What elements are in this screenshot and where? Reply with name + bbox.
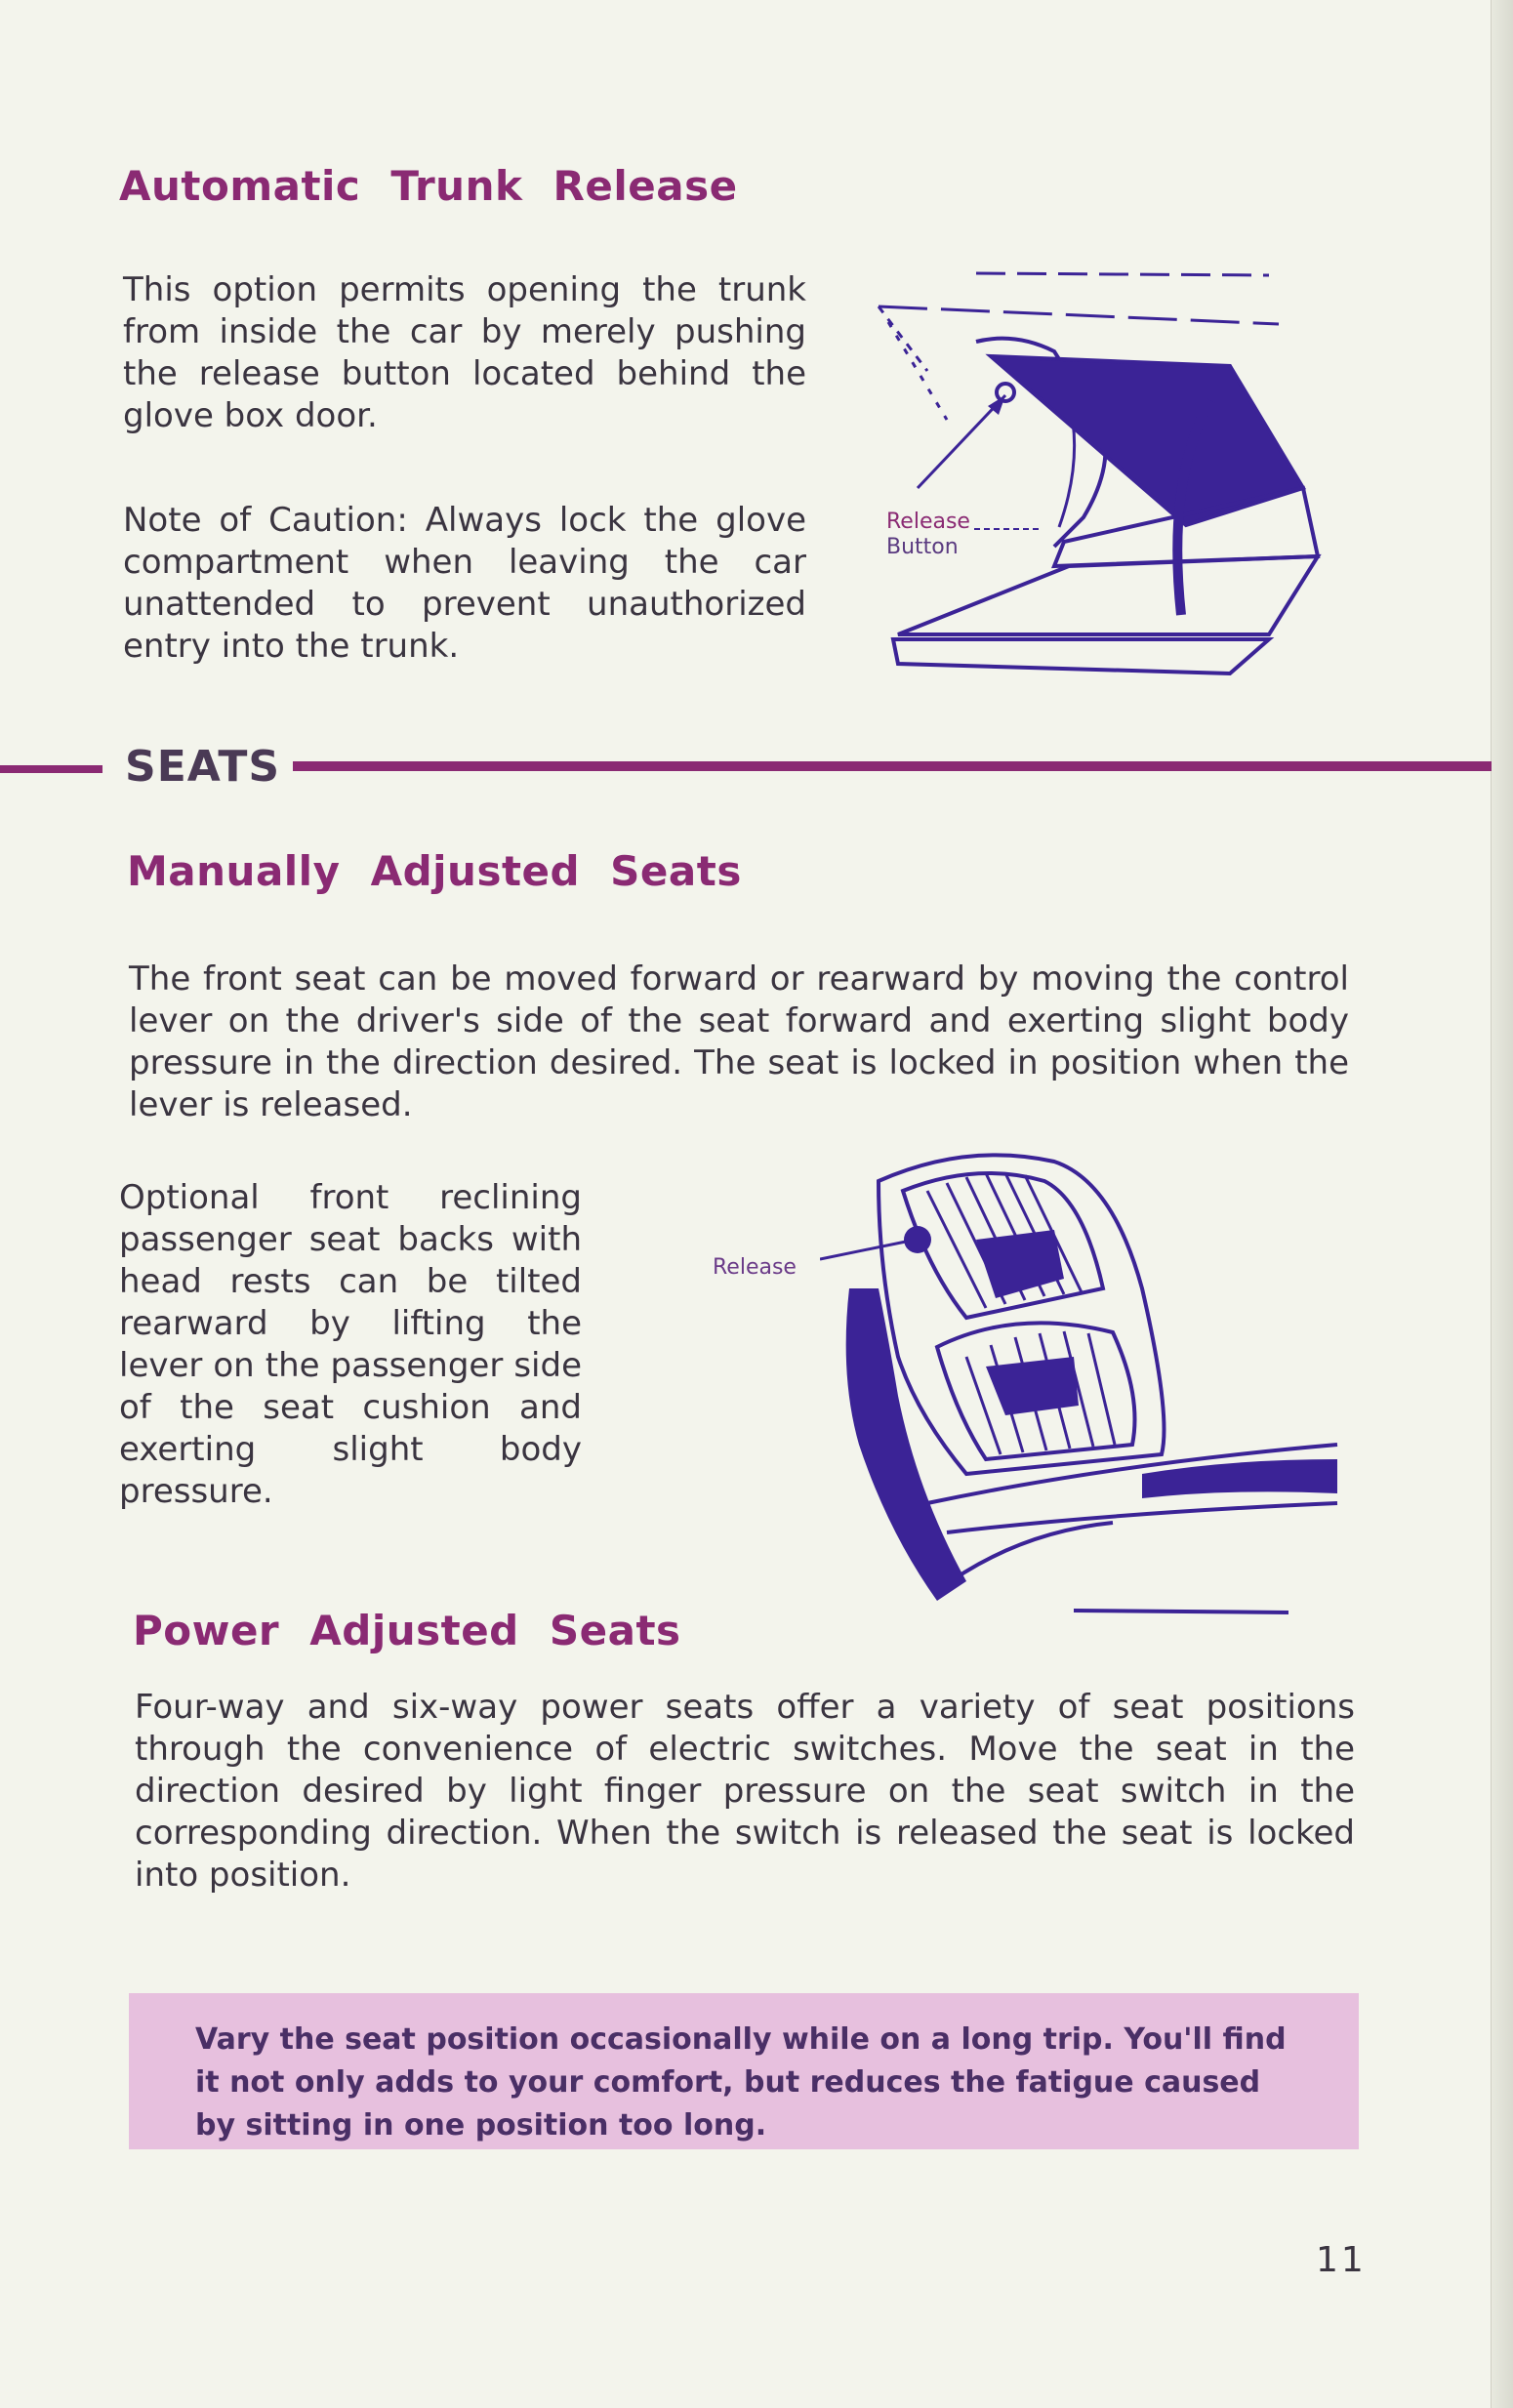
divider-line-left [0, 765, 102, 773]
tip-text: Vary the seat position occasionally while on a long trip. You'll find it not only adds to your comfort, but reduces the fatigue caused by sitting in one position too long. [195, 2022, 1287, 2143]
trunk-figure-label-release: Release [886, 510, 970, 534]
tip-box [129, 1993, 1359, 2149]
page-edge [1491, 0, 1513, 2408]
reclining-paragraph: Optional front reclining passenger seat backs with head rests can be tilted rearward by lifting the lever on the passenger side of the seat cushion and exerting slight body pressure. [119, 1178, 582, 1511]
seat-figure-label-release: Release [713, 1255, 797, 1280]
divider-line-right [293, 761, 1492, 771]
section-divider [0, 742, 1492, 791]
manual-heading: Manually Adjusted Seats [127, 847, 742, 895]
trunk-paragraph: This option permits opening the trunk from inside the car by merely pushing the release button located behind the glove box door. [123, 270, 806, 435]
page-number: 11 [1316, 2240, 1367, 2280]
section-title: SEATS [125, 742, 281, 792]
trunk-heading: Automatic Trunk Release [119, 162, 738, 210]
reclining-seat-illustration [820, 1122, 1347, 1630]
trunk-release-illustration [859, 264, 1328, 683]
manual-paragraph: The front seat can be moved forward or rearward by moving the control lever on the driver's side of the seat forward and exerting slight body pressure in the direction desired. The seat is locked in position when the lever is released. [129, 959, 1349, 1124]
trunk-caution: Note of Caution: Always lock the glove compartment when leaving the car unattended to prevent unauthorized entry into the trunk. [123, 501, 806, 666]
power-paragraph: Four-way and six-way power seats offer a variety of seat positions through the convenience of electric switches. Move the seat in the direction desired by light finger pressure on the seat switch in the corresponding direction. When the switch is released the seat is locked into position. [135, 1688, 1355, 1895]
trunk-figure-label-button: Button [886, 535, 959, 559]
power-heading: Power Adjusted Seats [133, 1607, 681, 1654]
